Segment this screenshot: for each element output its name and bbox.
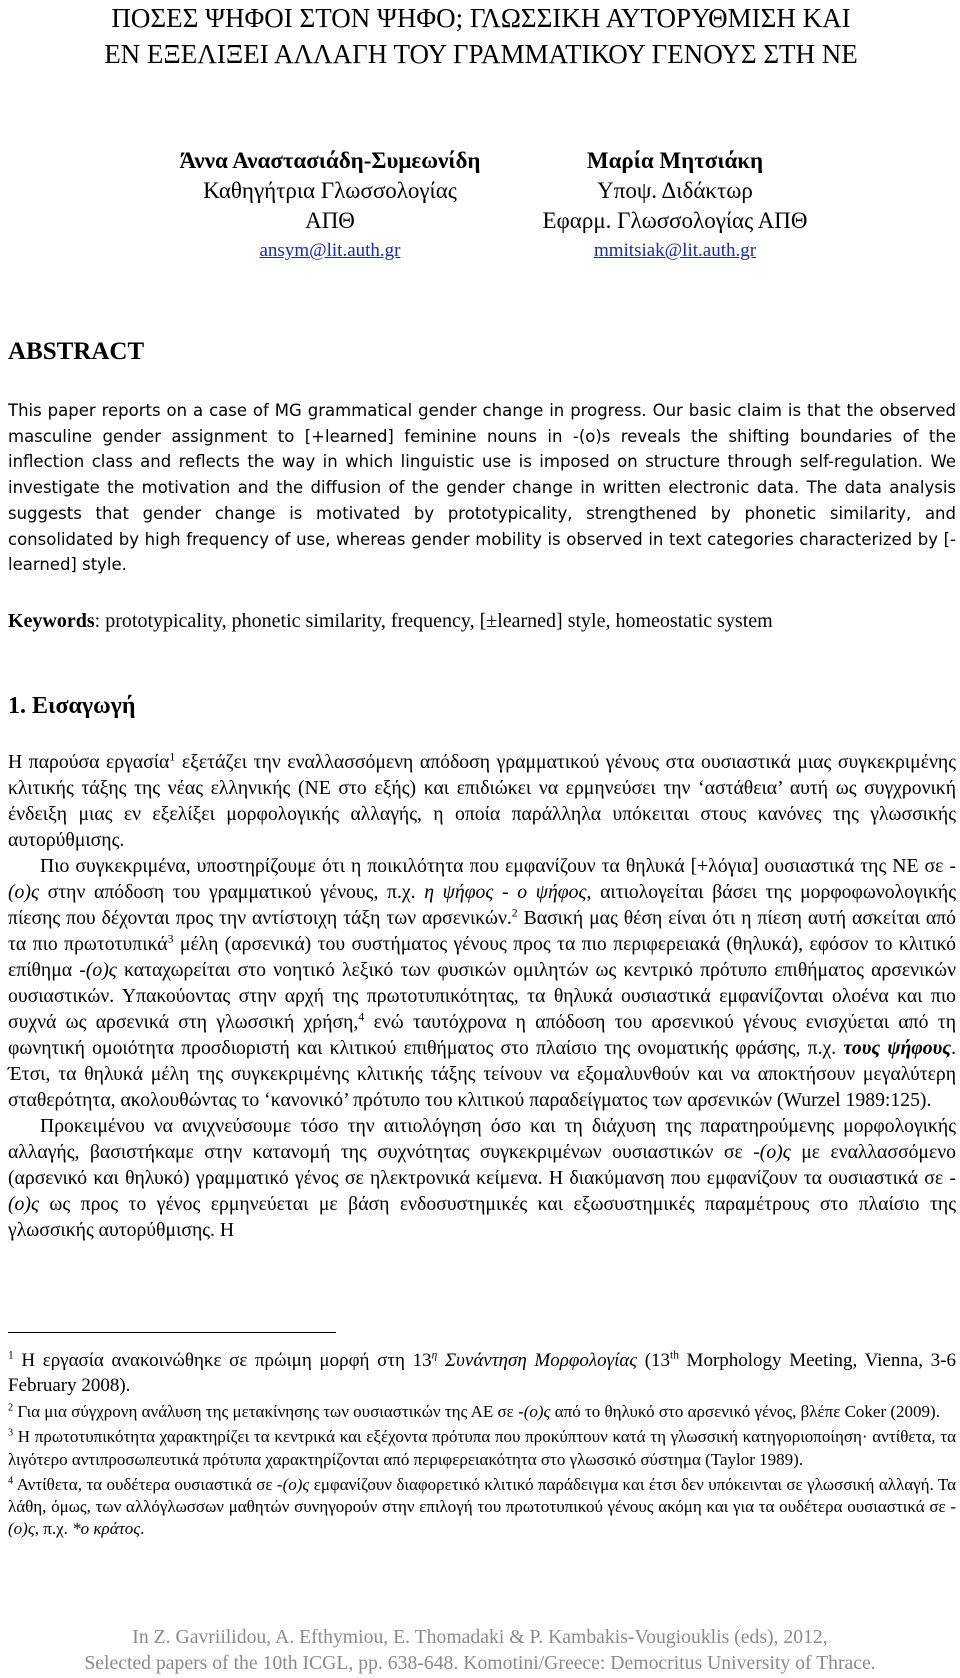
- keywords: [8, 608, 956, 634]
- paragraph-1: Η παρούσα εργασία$^1$ εξετάζει την εναλλασσόμενη απόδοση γραμματικού γένους στα ουσιαστικά μιας συγκεκριμένης κλιτικής τάξης της νέας ελληνικής (ΝΕ στο εξής) και επιδιώκει να ερμηνεύσει την ‘αστάθεια’ αυτή ως συγχρονική ένδειξη μιας εν εξελίξει μορφολογικής αλλαγής, η οποία παράλληλα υπόκειται στους κανόνες της γλωσσικής αυτορύθμισης.: [8, 749, 956, 851]
- author-affiliation: ΑΠΘ: [305, 208, 355, 233]
- footnote-2: $^2$ Για μια σύγχρονη ανάλυση της μετακίνησης των ουσιαστικών της ΑΕ σε -(ο)ς από το θηλυκό στο αρσενικό γένος, βλέπε Coker (2009).: [8, 1402, 940, 1421]
- paper-title: [22, 0, 940, 72]
- footnote-ref-2[interactable]: 2: [511, 905, 518, 920]
- keywords-list: : prototypicality, phonetic similarity, frequency, [±learned] style, homeostatic system: [94, 610, 773, 632]
- paragraph-2: Πιο συγκεκριμένα, υποστηρίζουμε ότι η ποικιλότητα που εμφανίζουν τα θηλυκά [+λόγια] ουσιαστικά της ΝΕ σε -(ο)ς στην απόδοση του γραμματικού γένους, π.χ. η ψήφος - ο ψήφος, αιτιολογείται βάσει της μορφοφωνολογικής πίεσης που δέχονται προς την αντίστοιχη τάξη των αρσενικών.$^2$ Βασική μας θέση είναι ότι η πίεση αυτή ασκείται από τα πιο πρωτοτυπικά$^3$ μέλη (αρσενικά) του συστήματος γένους προς τα πιο περιφερειακά (θηλυκά), εφόσον το κλιτικό επίθημα -(ο)ς καταχωρείται στο νοητικό λεξικό των φυσικών ομιλητών ως κεντρικό πρότυπο επιθήματος αρσενικών ουσιαστικών. Υπακούοντας στην αρχή της πρωτοτυπικότητας, τα θηλυκά ουσιαστικά εμφανίζονται ολοένα και πιο συχνά ως αρσενικά στη γλωσσική χρήση,$^4$ ενώ ταυτόχρονα η απόδοση του αρσενικού γένους ενισχύεται από τη φωνητική ομοιότητα προσδιοριστή και κλιτικού επιθήματος στο πλαίσιο της ονοματικής φράσης, π.χ. τους ψήφους. Έτσι, τα θηλυκά μέλη της συγκεκριμένης κλιτικής τάξης τείνουν να εξομαλυνθούν και να αποκτήσουν μεγαλύτερη σταθερότητα, ακολουθώντας το ‘κανονικό’ πρότυπο του κλιτικού παραδείγματος των αρσενικών (Wurzel 1989:125).: [8, 855, 957, 1111]
- footnote-4: $^4$ Αντίθετα, τα ουδέτερα ουσιαστικά σε -(ο)ς εμφανίζουν διαφορετικό κλιτικό παράδειγμα και έτσι δεν υπόκεινται σε γλωσσική αλλαγή. Τα λάθη, όμως, των αλλόγλωσσων μαθητών συνηγορούν στην επιλογή του πρωτοτυπικού γένους ακόμη και για τα ουδέτερα ουσιαστικά σε -(ο)ς, π.χ. *ο κράτος.: [8, 1474, 956, 1539]
- footnote-ref-3[interactable]: 3: [167, 931, 174, 946]
- footnote-3: $^3$ Η πρωτοτυπικότητα χαρακτηρίζει τα κεντρικά και εξέχοντα πρότυπα που προκύπτουν κατά τη γλωσσική κατηγοριοποίηση· αντίθετα, τα λιγότερο αντιπροσωπευτικά πρότυπα χαρακτηρίζονται από περιφερειακότητα στο γλωσσικό σύστημα (Taylor 1989).: [8, 1427, 956, 1469]
- footnote-ref-1[interactable]: 1: [169, 749, 176, 764]
- author-email-link[interactable]: ansym@lit.auth.gr: [259, 240, 401, 261]
- author-1: [140, 146, 520, 263]
- keywords-label: Keywords: [8, 610, 95, 632]
- section-heading: 1. Εισαγωγή: [8, 693, 136, 719]
- abstract-text: This paper reports on a case of MG grammatical gender change in progress. Our basic claim is that the observed masculine gender assignment to [+learned] feminine nouns in -(o)s reveals the shifting boundaries of the inflection class and reflects the way in which linguistic use is imposed on structure through self-regulation. We investigate the motivation and the diffusion of the gender change in written electronic data. The data analysis suggests that gender change is motivated by prototypicality, strengthened by phonetic similarity, and consolidated by high frequency of use, whereas gender mobility is observed in text categories characterized by [-learned] style.: [8, 401, 956, 575]
- citation-footer: [0, 1624, 960, 1676]
- title-line-2: ΕΝ ΕΞΕΛΙΞΕΙ ΑΛΛΑΓΗ ΤΟΥ ΓΡΑΜΜΑΤΙΚΟΥ ΓΕΝΟΥΣ ΣΤΗ ΝΕ: [104, 39, 858, 69]
- footnote-ref-4[interactable]: 4: [358, 1009, 365, 1024]
- abstract-heading: ABSTRACT: [8, 338, 145, 365]
- title-line-1: ΠΟΣΕΣ ΨΗΦΟΙ ΣΤΟΝ ΨΗΦΟ; ΓΛΩΣΣΙΚΗ ΑΥΤΟΡΥΘΜΙΣΗ ΚΑΙ: [111, 3, 851, 33]
- author-block: [0, 146, 960, 276]
- author-role: Υποψ. Διδάκτωρ: [597, 178, 753, 203]
- section-body: [8, 749, 956, 1243]
- footnote-separator: [8, 1332, 336, 1333]
- paragraph-3: Προκειμένου να ανιχνεύσουμε τόσο την αιτιολόγηση όσο και τη διάχυση της παρατηρούμενης μορφολογικής αλλαγής, βασιστήκαμε στην κατανομή της συχνότητας συγκεκριμένων ουσιαστικών σε -(ο)ς με εναλλασσόμενο (αρσενικό και θηλυκό) γραμματικό γένος σε ηλεκτρονικά κείμενα. Η διακύμανση που εμφανίζουν τα ουσιαστικά σε -(ο)ς ως προς το γένος ερμηνεύεται με βάση ενδοσυστημικές και εξωσυστημικές παραμέτρους στο πλαίσιο της γλωσσικής αυτορύθμισης. Η: [8, 1115, 957, 1241]
- author-affiliation: Εφαρμ. Γλωσσολογίας ΑΠΘ: [542, 208, 808, 233]
- author-name: Άννα Αναστασιάδη-Συμεωνίδη: [179, 148, 481, 173]
- footnote-1: $^1$ Η εργασία ανακοινώθηκε σε πρώιμη μορφή στη $13^\eta$ Συνάντηση Μορφολογίας (13th Morphology Meeting, Vienna, 3-6 February 2008).: [8, 1349, 957, 1396]
- author-role: Καθηγήτρια Γλωσσολογίας: [203, 178, 457, 203]
- footnotes: [8, 1348, 956, 1544]
- footer-line-2: Selected papers of the 10th ICGL, pp. 638-648. Komotini/Greece: Democritus University of Thrace.: [84, 1652, 876, 1674]
- author-name: Μαρία Μητσιάκη: [586, 148, 764, 173]
- author-2: [530, 146, 820, 263]
- footer-line-1: In Z. Gavriilidou, A. Efthymiou, E. Thomadaki & P. Kambakis-Vougiouklis (eds), 2012,: [132, 1626, 828, 1648]
- author-email-link[interactable]: mmitsiak@lit.auth.gr: [593, 240, 757, 261]
